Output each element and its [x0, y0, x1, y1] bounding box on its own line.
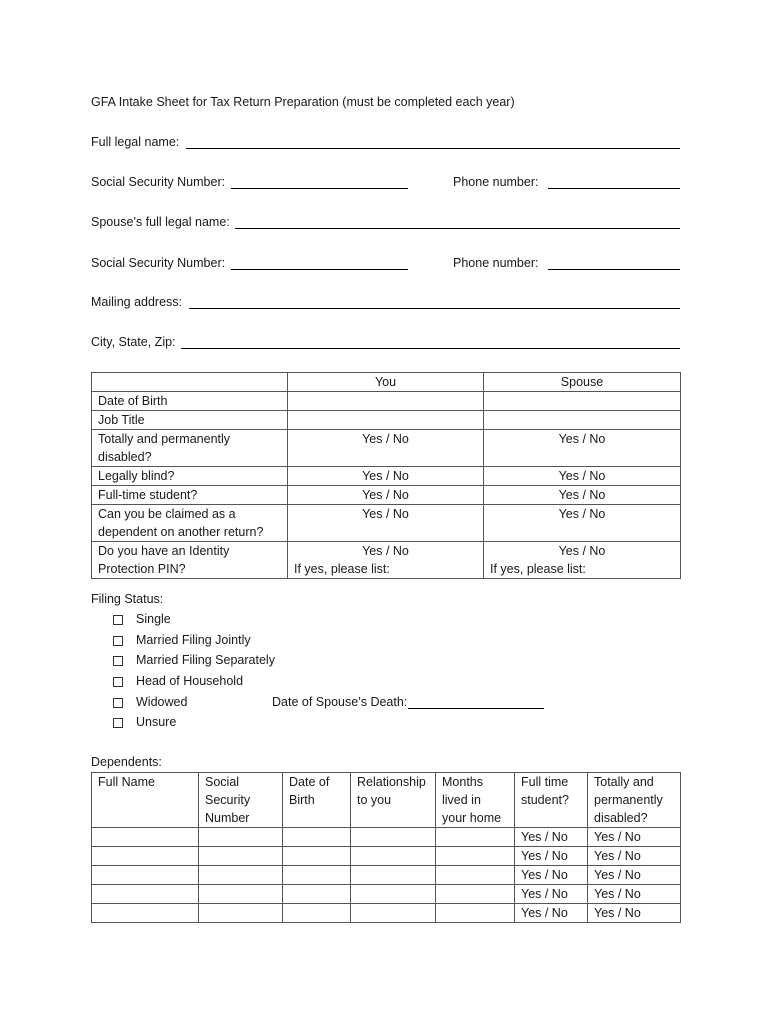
city-state-zip-label: City, State, Zip: [91, 335, 176, 349]
dep-disabled-yes-no[interactable]: Yes / No [588, 885, 681, 904]
row-label: Date of Birth [92, 392, 288, 411]
spouse-name-label: Spouse’s full legal name: [91, 215, 230, 229]
page-title: GFA Intake Sheet for Tax Return Preparation (must be completed each year) [91, 95, 515, 109]
spouse-yes-no[interactable]: Yes / No [484, 505, 681, 542]
table-row [92, 486, 681, 505]
city-state-zip-field[interactable] [181, 348, 680, 349]
dep-disabled-yes-no[interactable]: Yes / No [588, 828, 681, 847]
you-yes-no: Yes / No [362, 544, 409, 558]
married-jointly-checkbox[interactable] [113, 636, 123, 646]
dep-relationship-cell[interactable] [351, 866, 436, 885]
table-row [92, 505, 681, 542]
table-row [92, 885, 681, 904]
spouse-yes-no: Yes / No [558, 544, 606, 558]
personal-info-table [91, 372, 681, 579]
spouse-yes-no[interactable]: Yes / No [484, 430, 681, 467]
table-header-row [92, 373, 681, 392]
filing-option-unsure: Unsure [136, 715, 177, 729]
header-relationship: Relationship to you [351, 773, 436, 828]
phone-field[interactable] [548, 188, 680, 189]
dep-ssn-cell[interactable] [199, 885, 283, 904]
dep-dob-cell[interactable] [283, 828, 351, 847]
dep-dob-cell[interactable] [283, 866, 351, 885]
dep-relationship-cell[interactable] [351, 847, 436, 866]
table-row [92, 430, 681, 467]
table-header-you: You [288, 373, 484, 392]
dep-months-cell[interactable] [436, 828, 515, 847]
row-label: Totally and permanently disabled? [92, 430, 288, 467]
spouse-cell[interactable] [484, 411, 681, 430]
you-cell[interactable] [288, 411, 484, 430]
widowed-checkbox[interactable] [113, 698, 123, 708]
table-header-row [92, 773, 681, 828]
you-ip-pin-cell[interactable] [288, 542, 484, 579]
dep-months-cell[interactable] [436, 904, 515, 923]
head-of-household-checkbox[interactable] [113, 677, 123, 687]
row-label: Do you have an Identity Protection PIN? [92, 542, 288, 579]
spouse-phone-field[interactable] [548, 269, 680, 270]
you-yes-no[interactable]: Yes / No [288, 467, 484, 486]
spouse-ssn-field[interactable] [231, 269, 408, 270]
spouse-death-label: Date of Spouse’s Death: [272, 695, 408, 709]
row-label: Job Title [92, 411, 288, 430]
dep-ssn-cell[interactable] [199, 866, 283, 885]
dep-name-cell[interactable] [92, 885, 199, 904]
table-header-cell [92, 373, 288, 392]
dep-months-cell[interactable] [436, 866, 515, 885]
dep-name-cell[interactable] [92, 847, 199, 866]
spouse-yes-no[interactable]: Yes / No [484, 467, 681, 486]
you-cell[interactable] [288, 392, 484, 411]
dep-relationship-cell[interactable] [351, 904, 436, 923]
filing-option-single: Single [136, 612, 171, 626]
dep-relationship-cell[interactable] [351, 828, 436, 847]
full-legal-name-field[interactable] [186, 148, 680, 149]
filing-status-label: Filing Status: [91, 592, 164, 606]
dep-student-yes-no[interactable]: Yes / No [515, 904, 588, 923]
table-row [92, 467, 681, 486]
dep-dob-cell[interactable] [283, 904, 351, 923]
dep-student-yes-no[interactable]: Yes / No [515, 828, 588, 847]
single-checkbox[interactable] [113, 615, 123, 625]
dep-dob-cell[interactable] [283, 885, 351, 904]
unsure-checkbox[interactable] [113, 718, 123, 728]
dep-student-yes-no[interactable]: Yes / No [515, 866, 588, 885]
table-row [92, 392, 681, 411]
header-full-name: Full Name [92, 773, 199, 828]
header-dob: Date of Birth [283, 773, 351, 828]
spouse-if-yes-label: If yes, please list: [490, 562, 586, 576]
table-row [92, 847, 681, 866]
you-if-yes-label: If yes, please list: [294, 562, 390, 576]
table-row [92, 866, 681, 885]
dep-student-yes-no[interactable]: Yes / No [515, 847, 588, 866]
dep-disabled-yes-no[interactable]: Yes / No [588, 866, 681, 885]
dep-ssn-cell[interactable] [199, 847, 283, 866]
spouse-death-date-field[interactable] [408, 708, 544, 709]
table-row [92, 542, 681, 579]
dep-disabled-yes-no[interactable]: Yes / No [588, 847, 681, 866]
table-row [92, 904, 681, 923]
dep-ssn-cell[interactable] [199, 828, 283, 847]
spouse-cell[interactable] [484, 392, 681, 411]
dep-months-cell[interactable] [436, 847, 515, 866]
dependents-label: Dependents: [91, 755, 162, 769]
spouse-ssn-label: Social Security Number: [91, 256, 226, 270]
filing-option-widowed: Widowed [136, 695, 188, 709]
mailing-address-label: Mailing address: [91, 295, 183, 309]
you-yes-no[interactable]: Yes / No [288, 505, 484, 542]
mailing-address-field[interactable] [189, 308, 680, 309]
row-label: Legally blind? [92, 467, 288, 486]
dep-relationship-cell[interactable] [351, 885, 436, 904]
ssn-label: Social Security Number: [91, 175, 226, 189]
table-row [92, 411, 681, 430]
table-header-spouse: Spouse [484, 373, 681, 392]
header-months-lived: Months lived in your home [436, 773, 515, 828]
filing-option-married-jointly: Married Filing Jointly [136, 633, 251, 647]
header-disabled: Totally and permanently disabled? [588, 773, 681, 828]
phone-label: Phone number: [453, 175, 539, 189]
row-label: Can you be claimed as a dependent on another return? [92, 505, 288, 542]
dep-name-cell[interactable] [92, 866, 199, 885]
header-ssn: Social Security Number [199, 773, 283, 828]
table-row [92, 828, 681, 847]
dep-months-cell[interactable] [436, 885, 515, 904]
dependents-table [91, 772, 681, 923]
married-separately-checkbox[interactable] [113, 656, 123, 666]
spouse-phone-label: Phone number: [453, 256, 539, 270]
filing-option-head-of-household: Head of Household [136, 674, 244, 688]
dep-student-yes-no[interactable]: Yes / No [515, 885, 588, 904]
dep-disabled-yes-no[interactable]: Yes / No [588, 904, 681, 923]
you-yes-no[interactable]: Yes / No [288, 430, 484, 467]
row-label: Full-time student? [92, 486, 288, 505]
spouse-ip-pin-cell[interactable] [484, 542, 681, 579]
ssn-field[interactable] [231, 188, 408, 189]
filing-option-married-separately: Married Filing Separately [136, 653, 275, 667]
full-legal-name-label: Full legal name: [91, 135, 180, 149]
you-yes-no[interactable]: Yes / No [288, 486, 484, 505]
dep-ssn-cell[interactable] [199, 904, 283, 923]
spouse-yes-no[interactable]: Yes / No [484, 486, 681, 505]
dep-dob-cell[interactable] [283, 847, 351, 866]
spouse-name-field[interactable] [235, 228, 680, 229]
dep-name-cell[interactable] [92, 828, 199, 847]
dep-name-cell[interactable] [92, 904, 199, 923]
header-full-time-student: Full time student? [515, 773, 588, 828]
